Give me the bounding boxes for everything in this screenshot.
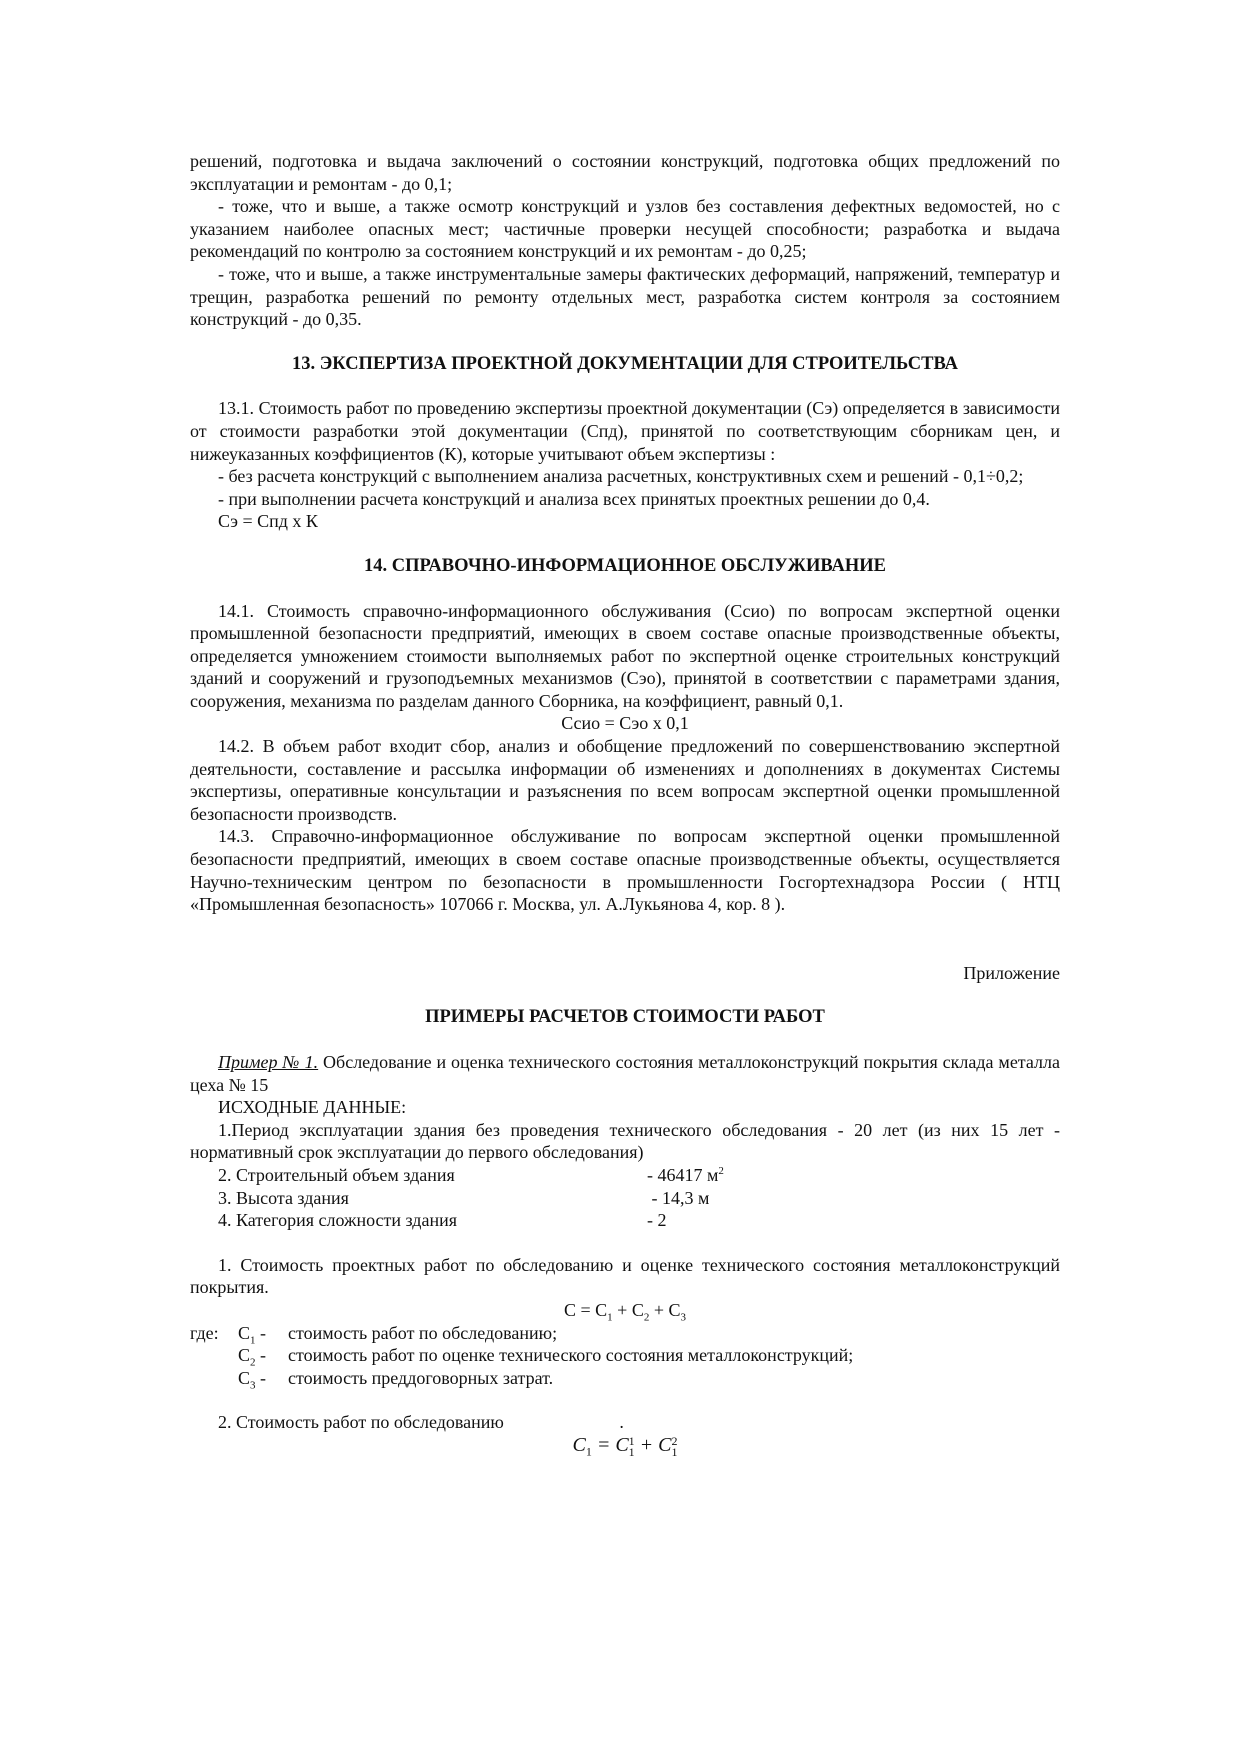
- param-label: 4. Категория сложности здания: [218, 1210, 458, 1231]
- formula-main: $С = С_1 + С_2 + С_3$: [563, 1299, 687, 1324]
- where-text: стоимость работ по обследованию;: [288, 1322, 558, 1343]
- formula-c1: $C_1 = C$ 1 1 + C 2 1: [572, 1433, 678, 1459]
- appendix-title: ПРИМЕРЫ РАСЧЕТОВ СТОИМОСТИ РАБОТ: [425, 1007, 825, 1028]
- appendix-label: Приложение: [963, 962, 1060, 983]
- paragraph: 1. Стоимость проектных работ по обследованию и оценке технического состояния металлоконструкций покрытия.: [190, 1254, 1060, 1298]
- where-row: [190, 1367, 1060, 1390]
- paragraph: решений, подготовка и выдача заключений о состоянии конструкций, подготовка общих предложений по эксплуатации и ремонтам - до 0,1;: [190, 151, 1060, 194]
- paragraph: - при выполнении расчета конструкций и анализа всех принятых проектных решении до 0,4.: [218, 488, 930, 509]
- initial-data-heading: ИСХОДНЫЕ ДАННЫЕ:: [218, 1097, 407, 1118]
- where-row: [190, 1344, 1060, 1367]
- paragraph: - тоже, что и выше, а также осмотр конструкций и узлов без составления дефектных ведомостей, но с указанием наиболее опасных мест; частичные проверки несущей способности; разработка и выдача рекомендаций по контролю за состоянием конструкций и их ремонтам - до 0,25;: [190, 196, 1060, 262]
- param-value: - 46417 $м^2$: [647, 1164, 724, 1185]
- param-value: - 2: [647, 1210, 667, 1231]
- paragraph: 13.1. Стоимость работ по проведению экспертизы проектной документации (Сэ) определяется в зависимости от стоимости разработки этой документации (Спд), принятой по соответствующим сборникам цен, и нижеуказанных коэффициентов (К), которые учитывают объем экспертизы :: [190, 398, 1060, 464]
- param-value: - 14,3 м: [647, 1187, 710, 1208]
- document-page: [190, 150, 1060, 1463]
- where-symbol: $С_2$ -: [238, 1345, 267, 1369]
- param-label: 3. Высота здания: [218, 1187, 349, 1208]
- param-label: 2. Строительный объем здания: [218, 1164, 455, 1185]
- section-14-title: 14. СПРАВОЧНО-ИНФОРМАЦИОННОЕ ОБСЛУЖИВАНИЕ: [363, 555, 887, 576]
- param-row: [190, 1209, 1060, 1232]
- example-text: Обследование и оценка технического состояния металлоконструкций покрытия склада металла цеха № 15: [190, 1052, 1060, 1095]
- paragraph: 14.2. В объем работ входит сбор, анализ и обобщение предложений по совершенствованию экспертной деятельности, составление и рассылка информации об изменениях и дополнениях в документах Системы экспертизы, оперативные консультации и разъяснения по всем вопросам экспертной оценки промышленной безопасности производств.: [190, 736, 1060, 824]
- formula-ssio: Ссио = Сэо х 0,1: [561, 713, 689, 734]
- param-row: [190, 1164, 1060, 1187]
- paragraph: 14.3. Справочно-информационное обслуживание по вопросам экспертной оценки промышленной безопасности предприятий, имеющих в своем составе опасные производственные объекты, осуществляется Научно-техническим центром по безопасности в промышленности Госгортехнадзора России ( НТЦ «Промышленная безопасность» 107066 г. Москва, ул. А.Лукьянова 4, кор. 8 ).: [190, 826, 1060, 915]
- paragraph: - без расчета конструкций с выполнением анализа расчетных, конструктивных схем и решений - 0,1÷0,2;: [218, 466, 1024, 487]
- example-label: Пример № 1.: [218, 1052, 319, 1072]
- where-text: стоимость работ по оценке технического состояния металлоконструкций;: [288, 1345, 854, 1366]
- where-text: стоимость преддоговорных затрат.: [288, 1367, 554, 1388]
- formula-se: Сэ = Спд х К: [218, 511, 318, 532]
- where-row: [190, 1322, 1060, 1345]
- section-13-title: 13. ЭКСПЕРТИЗА ПРОЕКТНОЙ ДОКУМЕНТАЦИИ ДЛЯ СТРОИТЕЛЬСТВА: [291, 353, 959, 374]
- paragraph: 1.Период эксплуатации здания без проведения технического обследования - 20 лет (из них 15 лет - нормативный срок эксплуатации до первого обследования): [190, 1119, 1060, 1163]
- calc2-paragraph: 2. Стоимость работ по обследованию .: [218, 1412, 624, 1433]
- param-row: [190, 1187, 1060, 1210]
- paragraph: 14.1. Стоимость справочно-информационного обслуживания (Ссио) по вопросам экспертной оценки промышленной безопасности предприятий, имеющих в своем составе опасные производственные объекты, определяется умножением стоимости выполняемых работ по экспертной оценке строительных конструкций зданий и сооружений и грузоподъемных механизмов (Сэо), принятой в соответствии с параметрами здания, сооружения, механизма по разделам данного Сборника, на коэффициент, равный 0,1.: [190, 600, 1060, 711]
- where-symbol: $С_1$ -: [238, 1322, 267, 1347]
- paragraph: - тоже, что и выше, а также инструментальные замеры фактических деформаций, напряжений, температур и трещин, разработка решений по ремонту отдельных мест, разработка систем контроля за состоянием конструкций - до 0,35.: [190, 263, 1060, 330]
- where-symbol: $С_3$ -: [238, 1367, 267, 1392]
- example-1-paragraph: [190, 1051, 1060, 1096]
- where-label: где:: [190, 1322, 219, 1343]
